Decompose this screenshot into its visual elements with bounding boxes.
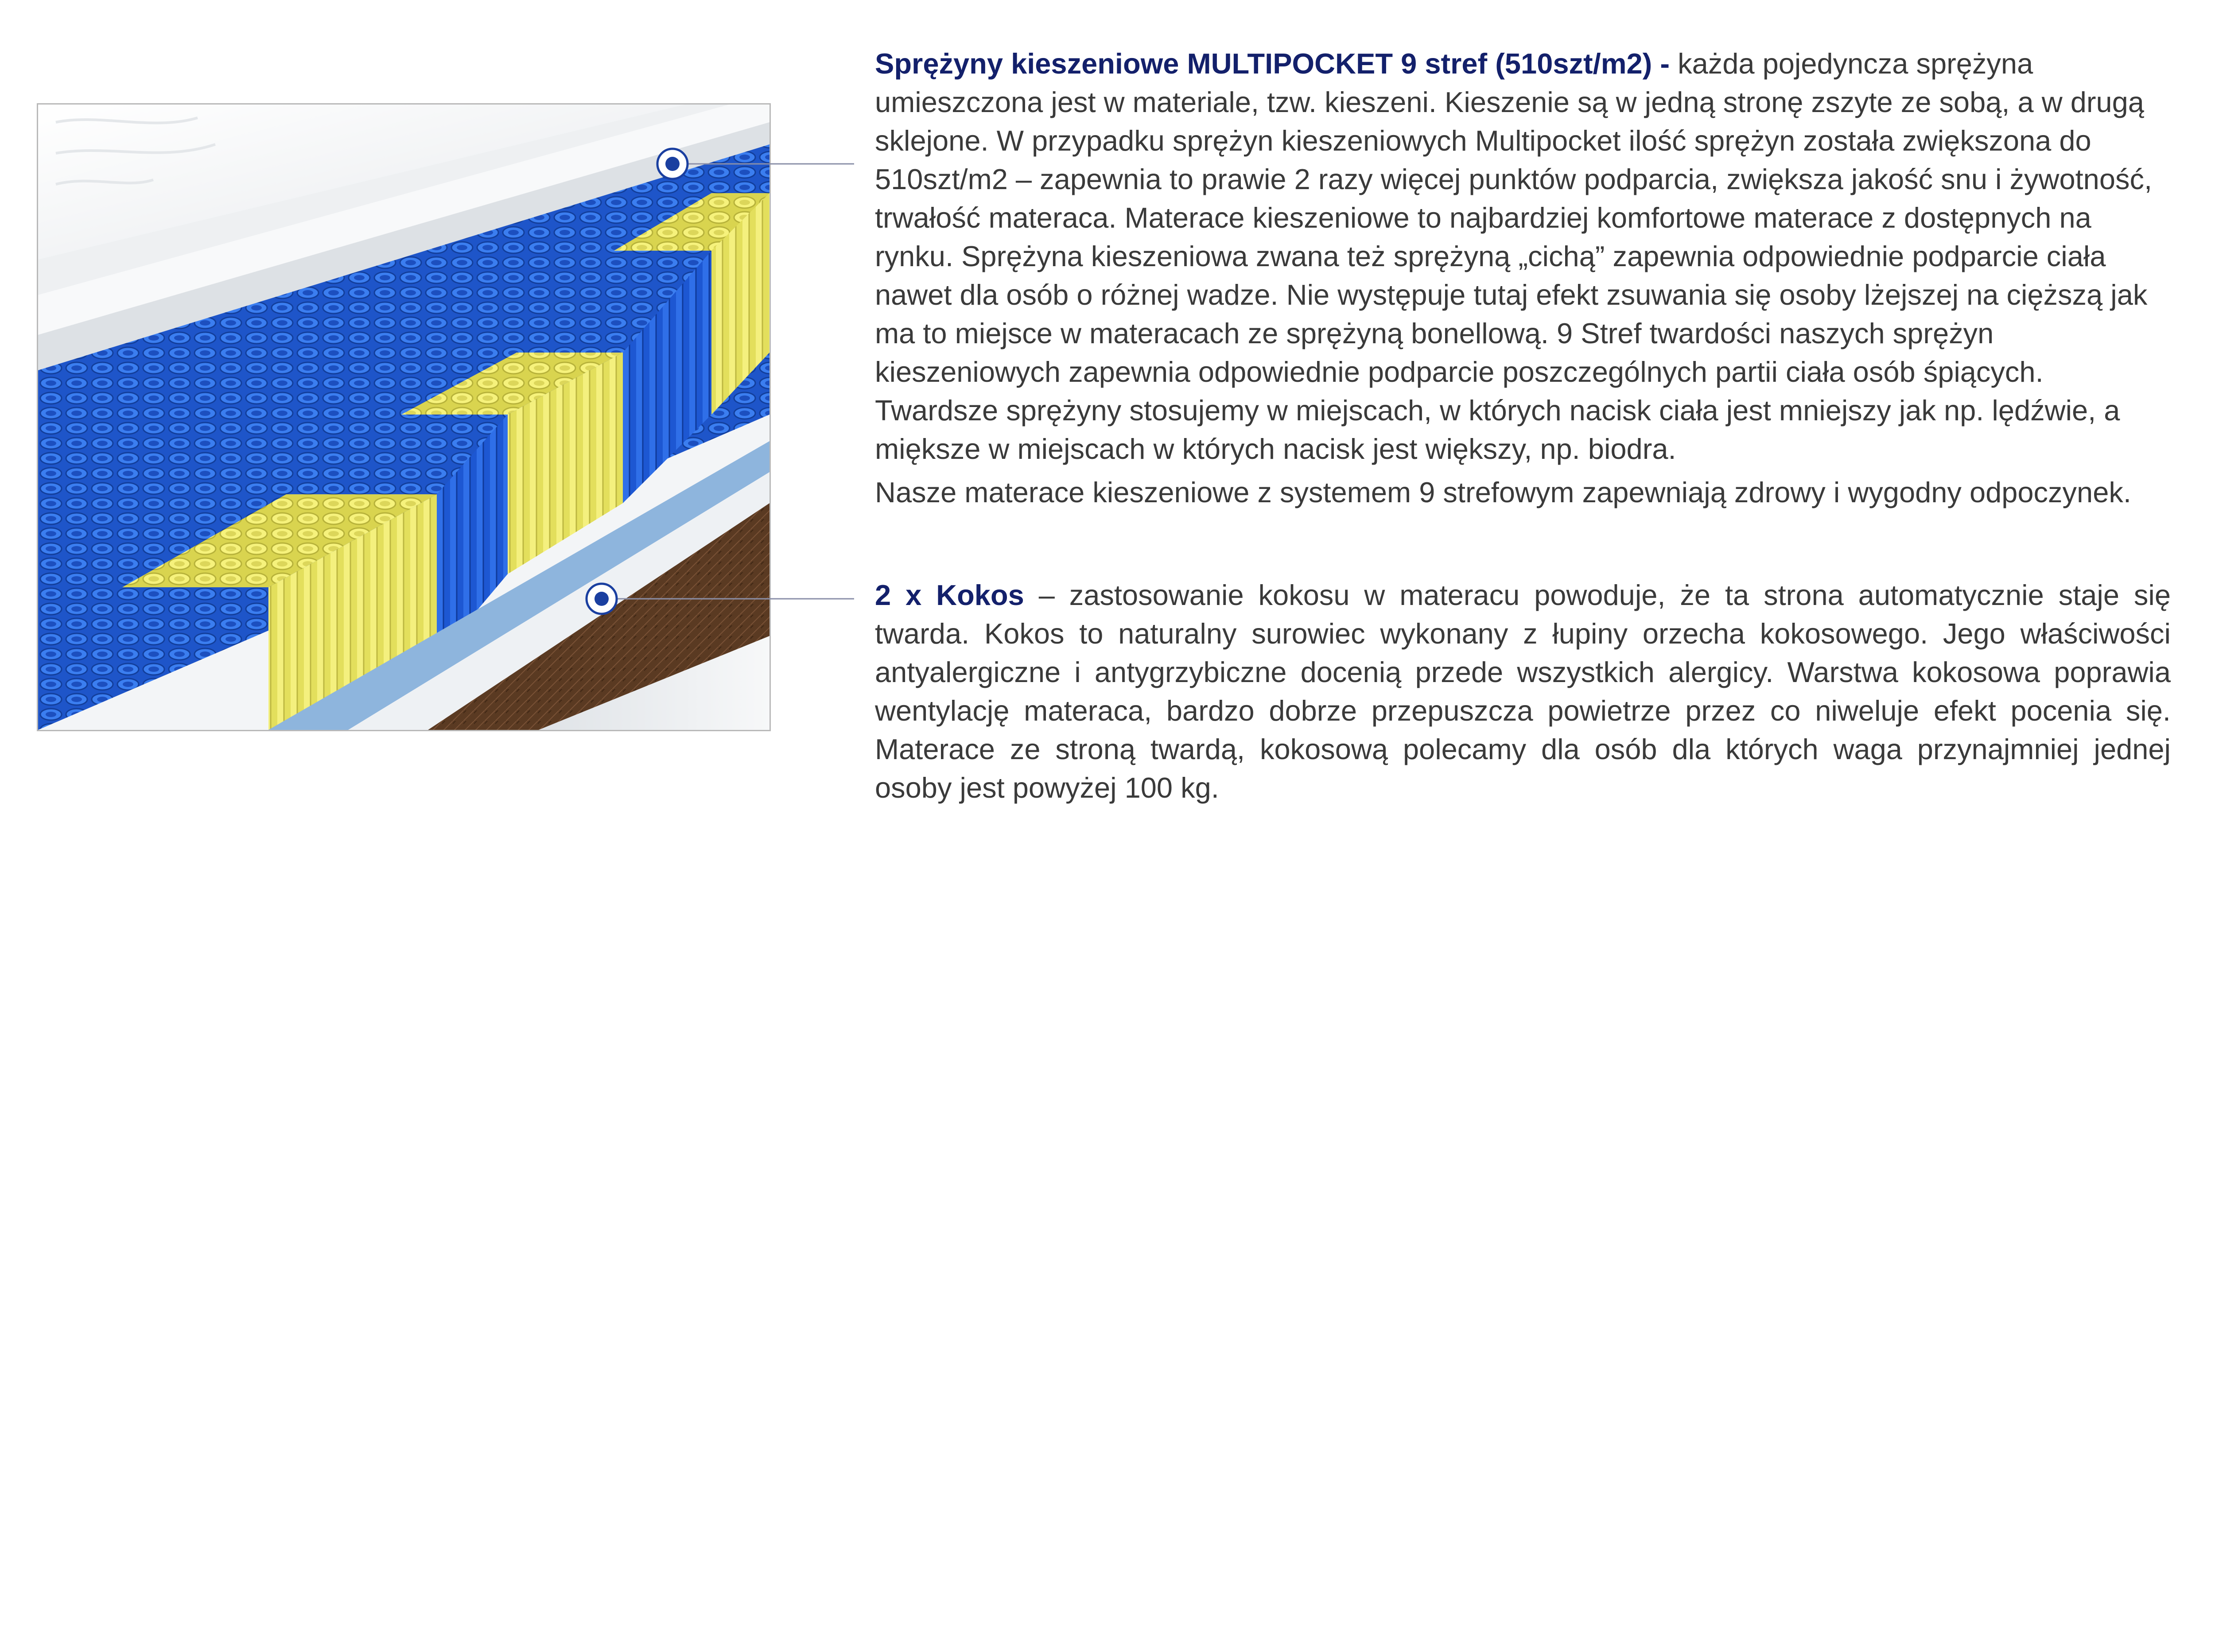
springs-description — [875, 44, 2171, 468]
springs-body: każda pojedyncza sprężyna umieszczona jest w materiale, tzw. kieszeni. Kieszenie są w jedną stronę zszyte ze sobą, a w drugą sklejone. W przypadku sprężyn kieszeniowych Multipocket ilość sprężyn została zwiększona do 510szt/m2 – zapewnia to prawie 2 razy więcej punktów podparcia, zwiększa jakość snu i żywotność, trwałość materaca. Materace kieszeniowe to najbardziej komfortowe materace z dostępnych na rynku. Sprężyna kieszeniowa zwana też sprężyną „cichą” zapewnia odpowiednie podparcie ciała nawet dla osób o różnej wadze. Nie występuje tutaj efekt zsuwania się osoby lżejszej na cięższą jak ma to miejsce w materacach ze sprężyną bonellową. 9 Stref twardości naszych sprężyn kieszeniowych zapewnia odpowiednie podparcie poszczególnych partii ciała osób śpiących. Twardsze sprężyny stosujemy w miejscach, w których nacisk ciała jest mniejszy jak np. lędźwie, a miększe w miejscach w których nacisk jest większy, np. biodra. — [875, 47, 2153, 465]
springs-title: Sprężyny kieszeniowe MULTIPOCKET 9 stref (510szt/m2) - — [875, 47, 1670, 80]
mattress-cross-section-figure — [37, 103, 771, 731]
coconut-title: 2 x Kokos — [875, 579, 1024, 611]
coconut-body: – zastosowanie kokosu w materacu powoduje, że ta strona automatycznie staje się twarda. Kokos to naturalny surowiec wykonany z łupiny orzecha kokosowego. Jego właściwości antyalergiczne i antygrzybiczne docenią przede wszystkich alergicy. Warstwa kokosowa poprawia wentylację materaca, bardzo dobrze przepuszcza powietrze przez co niweluje efekt pocenia się. Materace ze stroną twardą, kokosową polecamy dla osób dla których waga przynajmniej jednej osoby jest powyżej 100 kg. — [875, 579, 2171, 804]
springs-summary: Nasze materace kieszeniowe z systemem 9 strefowym zapewniają zdrowy i wygodny odpoczynek. — [875, 476, 2131, 508]
mattress-illustration — [38, 105, 769, 730]
coconut-description — [875, 576, 2171, 807]
